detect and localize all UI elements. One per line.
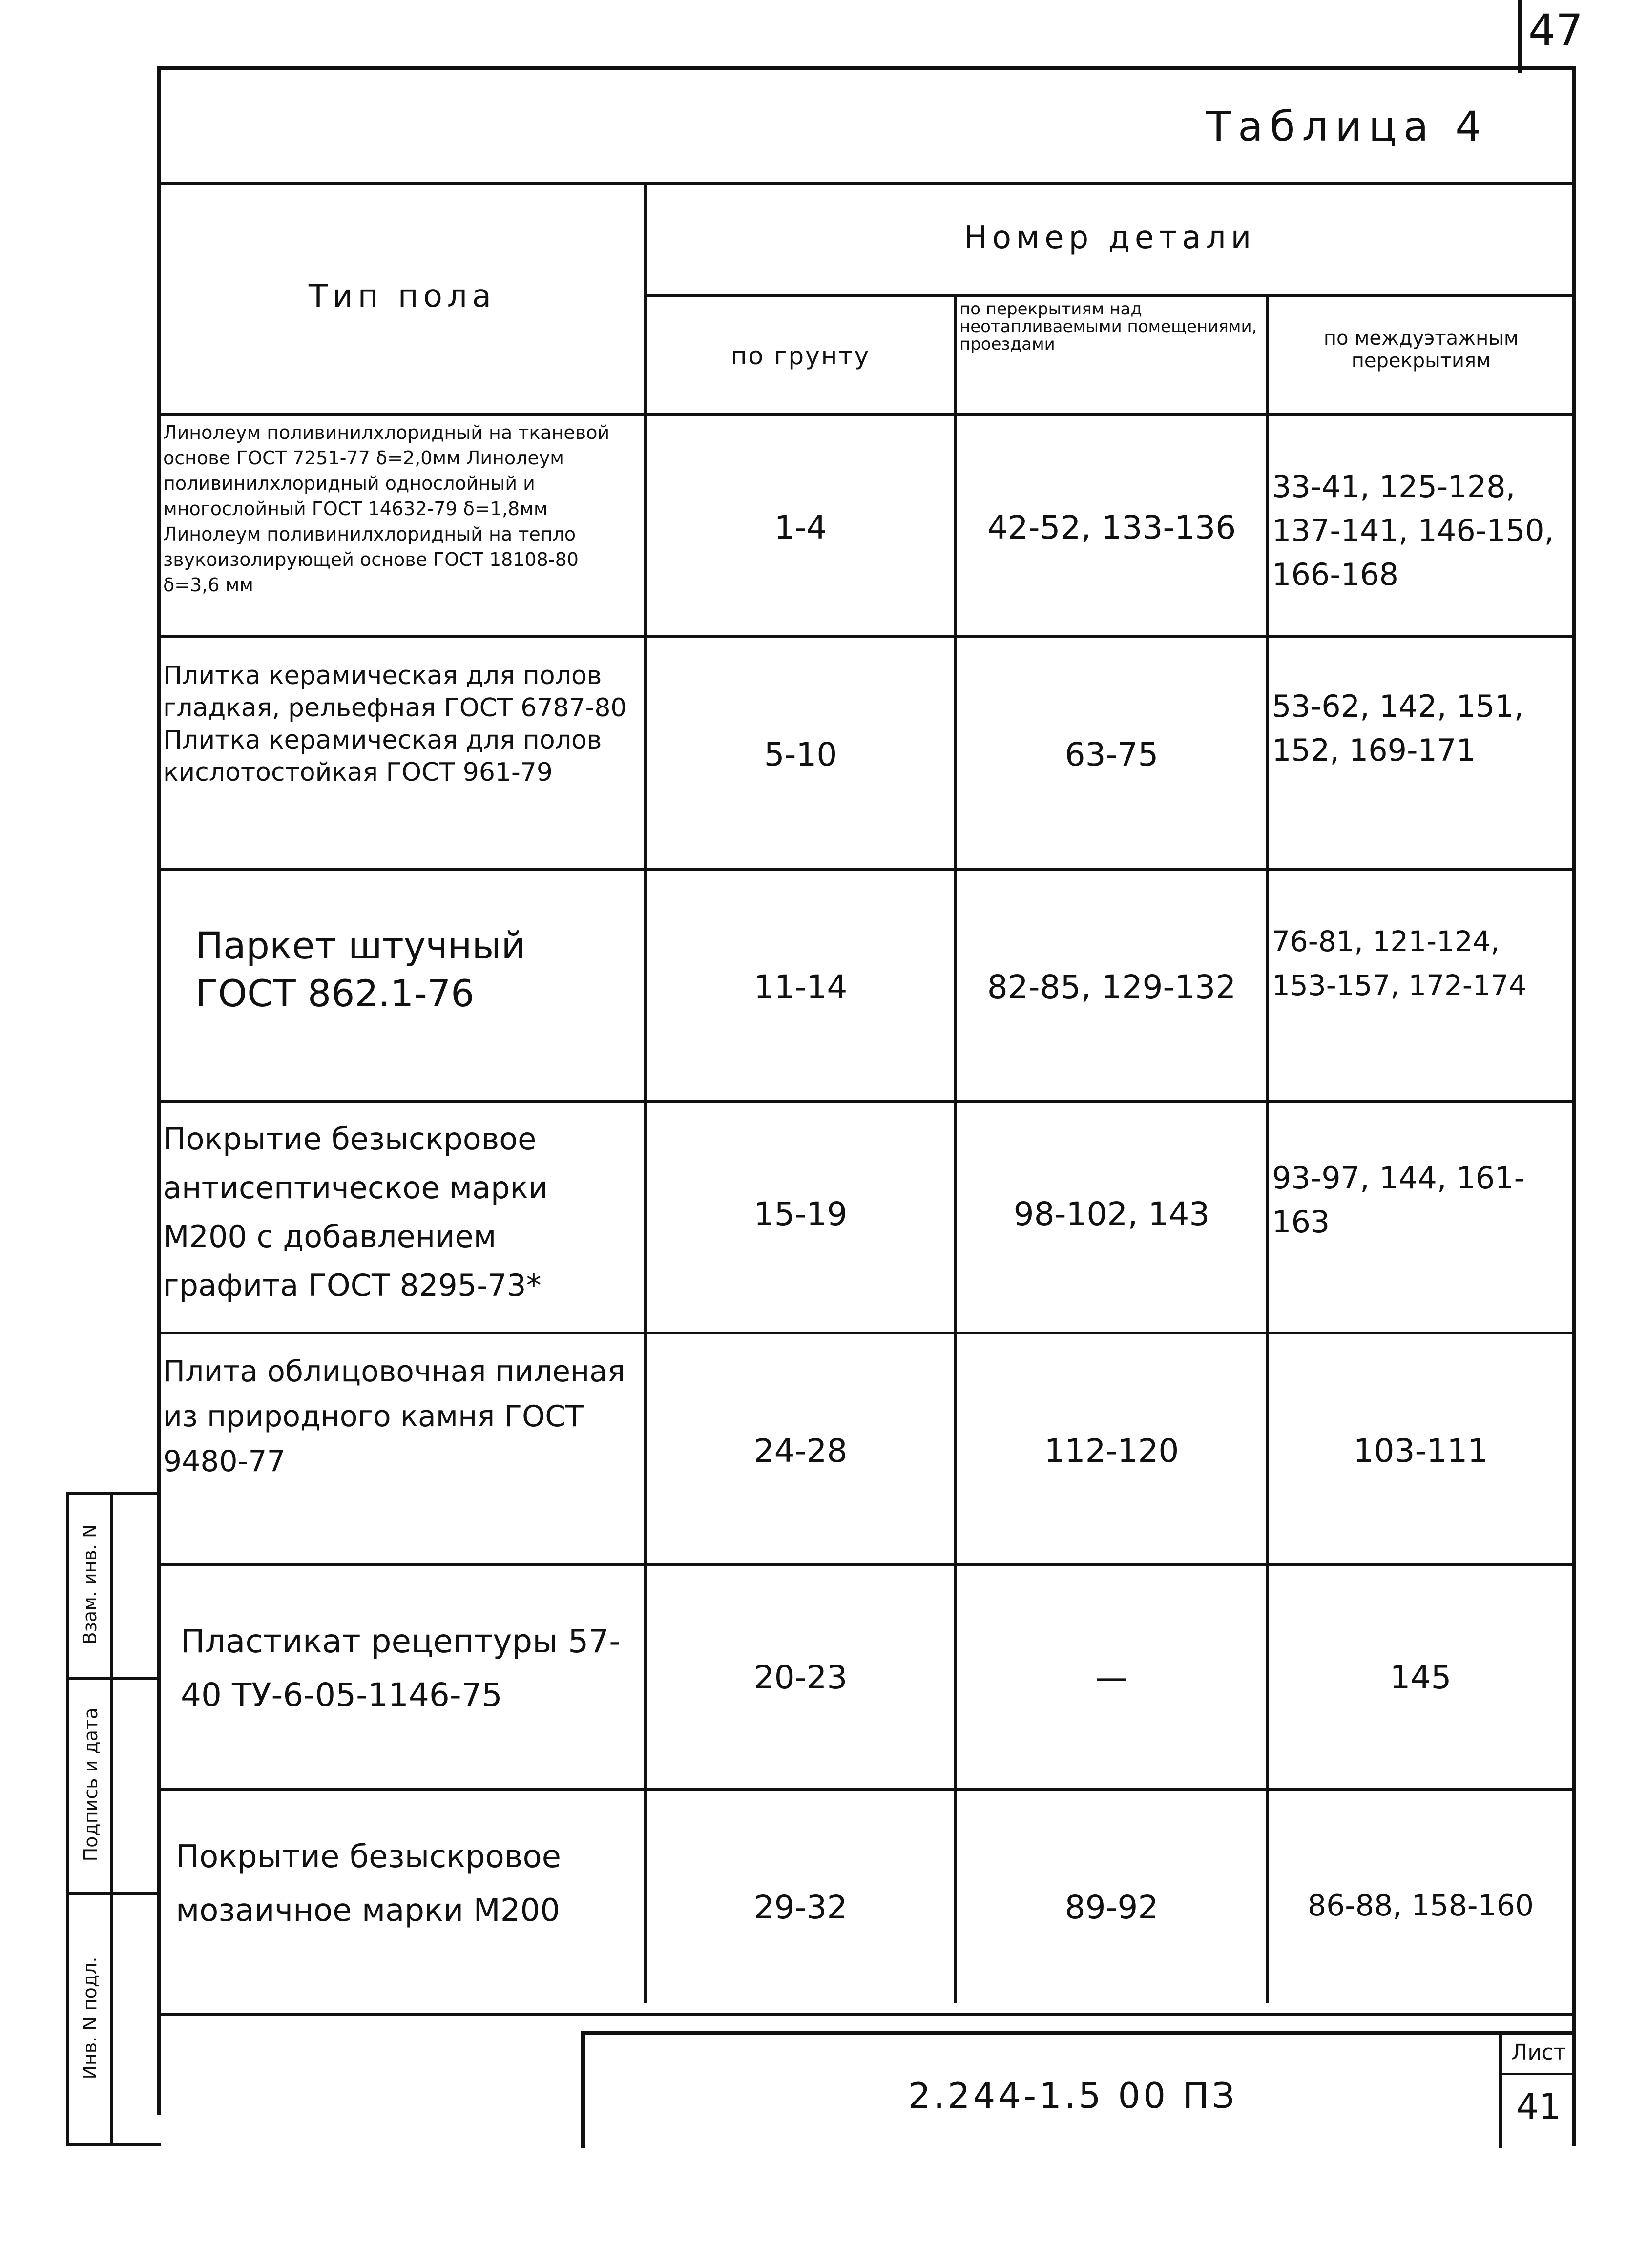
table-row [161,1566,1572,1788]
outer-border-left [157,66,161,2115]
floor-type-cell: Пластикат рецептуры 57-40 ТУ-6-05-1146-75 [181,1623,621,1714]
unheated-cell: 63-75 [1064,736,1159,773]
side-label-signature-date: Подпись и дата [80,1707,102,1862]
side-label-replaces-inv: Взам. инв. N [79,1524,101,1645]
title-bottom-line [157,182,1576,185]
floor-type-cell: Паркет штучный ГОСТ 862.1-76 [195,924,525,1015]
unheated-cell: 98-102, 143 [1013,1195,1210,1233]
interfloor-cell: 53-62, 142, 151, 152, 169-171 [1272,688,1524,768]
side-strip-outer [66,1492,69,2146]
ground-cell: 20-23 [753,1659,848,1696]
floor-type-cell: Линолеум поливинилхлоридный на тканевой основе ГОСТ 7251-77 δ=2,0мм Линолеум поливинилхлоридный однослойный и многослойный ГОСТ 14632-79 δ=1,8мм Линолеум поливинилхлоридный на тепло звукоизолирующей основе ГОСТ 18108-80 δ=3,6 мм [163,422,610,596]
header-col-unheated: по перекрытиям над неотапливаемыми помещениями, проездами [959,299,1257,354]
side-strip-inner [110,1492,113,2146]
outer-border-top [157,66,1576,70]
interfloor-cell: 33-41, 125-128, 137-141, 146-150, 166-168 [1272,469,1554,592]
row-separator [157,2013,1576,2016]
table-row [161,416,1572,635]
sheet-box-divider [1499,2073,1576,2075]
header-col-interfloor: по междуэтажным перекрытиям [1323,327,1519,372]
ground-cell: 1-4 [774,509,827,546]
interfloor-cell: 93-97, 144, 161-163 [1272,1160,1525,1240]
unheated-cell: 89-92 [1064,1889,1159,1926]
unheated-cell: 112-120 [1044,1432,1179,1470]
header-col-ground: по грунту [730,342,871,370]
interfloor-cell: 103-111 [1353,1432,1488,1470]
interfloor-cell: 145 [1390,1659,1452,1696]
table-row [161,1103,1572,1332]
floor-type-cell: Плитка керамическая для полов гладкая, рельефная ГОСТ 6787-80 Плитка керамическая для полов кислотостойкая ГОСТ 961-79 [163,661,627,787]
table-row [161,1791,1572,2013]
table-row [161,638,1572,868]
header-bottom-line [157,413,1576,416]
ground-cell: 15-19 [753,1195,848,1233]
ground-cell: 29-32 [753,1889,848,1926]
table-title: Таблица 4 [1206,103,1488,150]
floor-type-cell: Покрытие безыскровое антисептическое марки М200 с добавлением графита ГОСТ 8295-73* [163,1121,548,1303]
interfloor-cell: 86-88, 158-160 [1307,1889,1534,1923]
unheated-cell: 82-85, 129-132 [987,968,1236,1006]
side-label-inv-orig: Инв. N подл. [79,1956,101,2080]
ground-cell: 11-14 [753,968,848,1006]
page-number: 47 [1528,5,1583,55]
outer-border-right [1572,66,1576,2146]
unheated-cell: 42-52, 133-136 [987,509,1236,546]
ground-cell: 24-28 [753,1432,848,1470]
side-strip-bottom [66,2143,161,2146]
table-row [161,1334,1572,1563]
table-row [161,871,1572,1100]
ground-cell: 5-10 [764,736,837,773]
detail-subheader-line [646,294,1576,297]
document-code: 2.244-1.5 00 ПЗ [908,2075,1238,2116]
header-floor-type: Тип пола [309,278,496,314]
interfloor-cell: 76-81, 121-124, 153-157, 172-174 [1272,925,1527,1002]
unheated-cell: — [1095,1659,1128,1696]
title-block-top [581,2031,1576,2035]
floor-type-cell: Плита облицовочная пиленая из природного камня ГОСТ 9480-77 [163,1354,625,1478]
floor-type-cell: Покрытие безыскровое мозаичное марки М200 [176,1839,561,1929]
header-detail-number: Номер детали [963,220,1256,256]
side-strip-divider [66,1892,161,1895]
sheet-number: 41 [1516,2086,1561,2127]
sheet-label: Лист [1511,2040,1566,2065]
title-block-left [581,2031,585,2148]
page-number-divider [1518,0,1522,73]
